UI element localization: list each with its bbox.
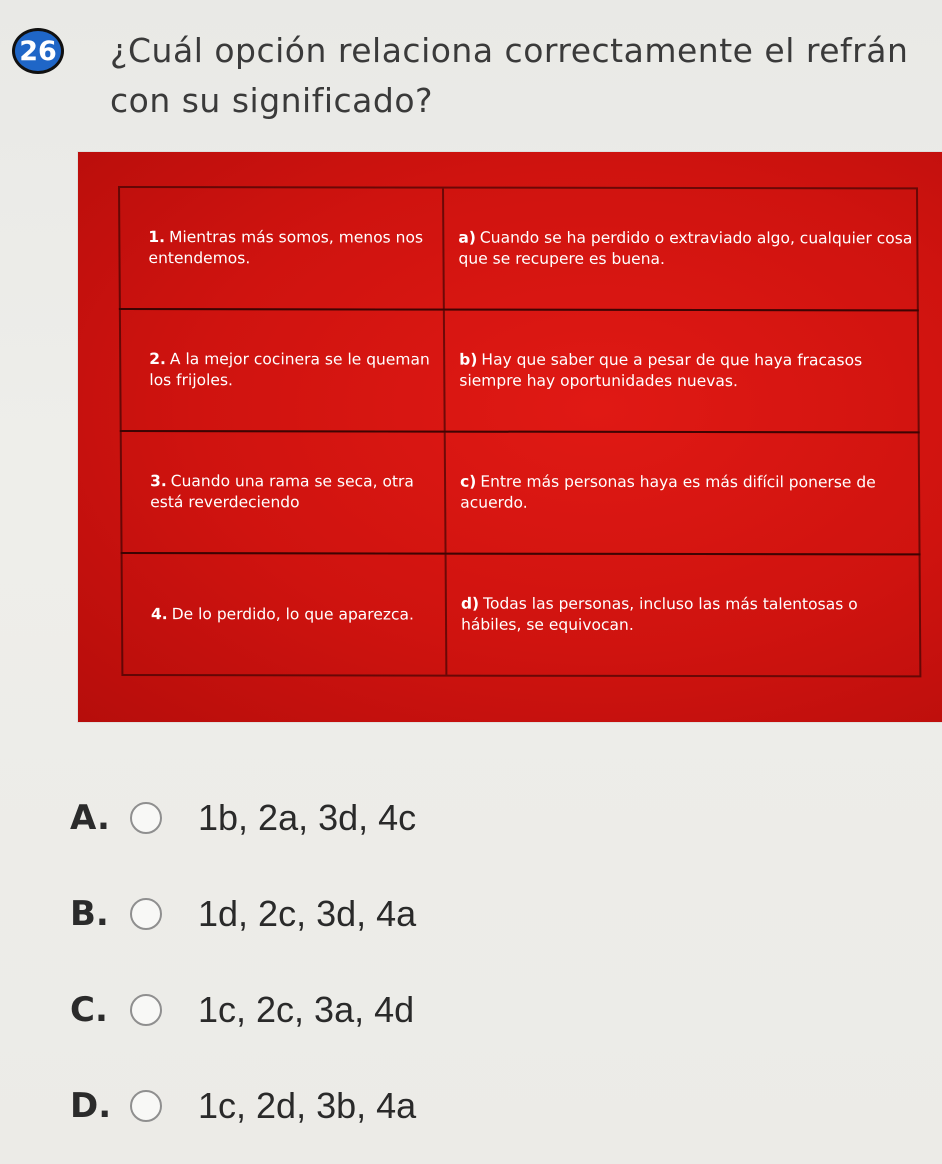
radio-button[interactable] [130, 802, 162, 834]
option-b[interactable] [70, 866, 770, 962]
proverb-number: 4. [150, 604, 168, 623]
question-text: ¿Cuál opción relaciona correctamente el refrán con su significado? [110, 31, 909, 120]
meaning-cell [446, 433, 923, 554]
meaning-cell [445, 311, 922, 432]
table-row [121, 552, 922, 677]
meaning-letter: d) [460, 594, 480, 613]
option-letter: A. [70, 798, 110, 838]
answer-options [70, 770, 770, 1154]
option-value: 1c, 2d, 3b, 4a [198, 1085, 417, 1126]
option-value: 1c, 2c, 3a, 4d [198, 989, 415, 1030]
proverb-cell [120, 188, 445, 309]
proverb-number: 2. [149, 350, 166, 369]
table-row [118, 186, 919, 311]
proverb-text: Cuando una rama se seca, otra está reverdeciendo [150, 472, 414, 512]
radio-button[interactable] [130, 994, 162, 1026]
meaning-letter: c) [459, 472, 477, 491]
option-letter: B. [70, 894, 109, 934]
meaning-letter: a) [458, 228, 476, 247]
proverb-text: Mientras más somos, menos nos entendemos. [148, 228, 424, 268]
option-d[interactable] [70, 1058, 770, 1154]
proverb-cell [122, 432, 447, 553]
meaning-text: Todas las personas, incluso las más talentosas o hábiles, se equivocan. [460, 594, 858, 634]
meaning-text: Hay que saber que a pesar de que haya fracasos siempre hay oportunidades nuevas. [459, 350, 863, 391]
option-letter: D. [70, 1086, 112, 1126]
meaning-letter: b) [459, 350, 478, 369]
proverb-text: De lo perdido, lo que aparezca. [171, 604, 414, 624]
option-value: 1d, 2c, 3d, 4a [198, 893, 417, 934]
proverb-table [118, 186, 921, 687]
table-row [120, 430, 921, 555]
radio-button[interactable] [130, 898, 162, 930]
question-number-badge: 26 [12, 28, 64, 74]
proverb-cell [123, 554, 448, 675]
meaning-cell [447, 555, 924, 676]
proverb-table-panel [78, 152, 942, 722]
table-row [119, 308, 920, 433]
option-c[interactable] [70, 962, 770, 1058]
proverb-cell [121, 310, 446, 431]
proverb-text: A la mejor cocinera se le queman los frijoles. [149, 350, 430, 390]
meaning-text: Entre más personas haya es más difícil ponerse de acuerdo. [460, 472, 876, 512]
meaning-text: Cuando se ha perdido o extraviado algo, cualquier cosa que se recupere es buena. [458, 228, 913, 268]
option-letter: C. [70, 990, 108, 1030]
proverb-number: 1. [148, 228, 166, 247]
meaning-cell [444, 189, 921, 310]
radio-button[interactable] [130, 1090, 162, 1122]
option-a[interactable] [70, 770, 770, 866]
proverb-number: 3. [149, 472, 167, 491]
option-value: 1b, 2a, 3d, 4c [198, 797, 417, 838]
